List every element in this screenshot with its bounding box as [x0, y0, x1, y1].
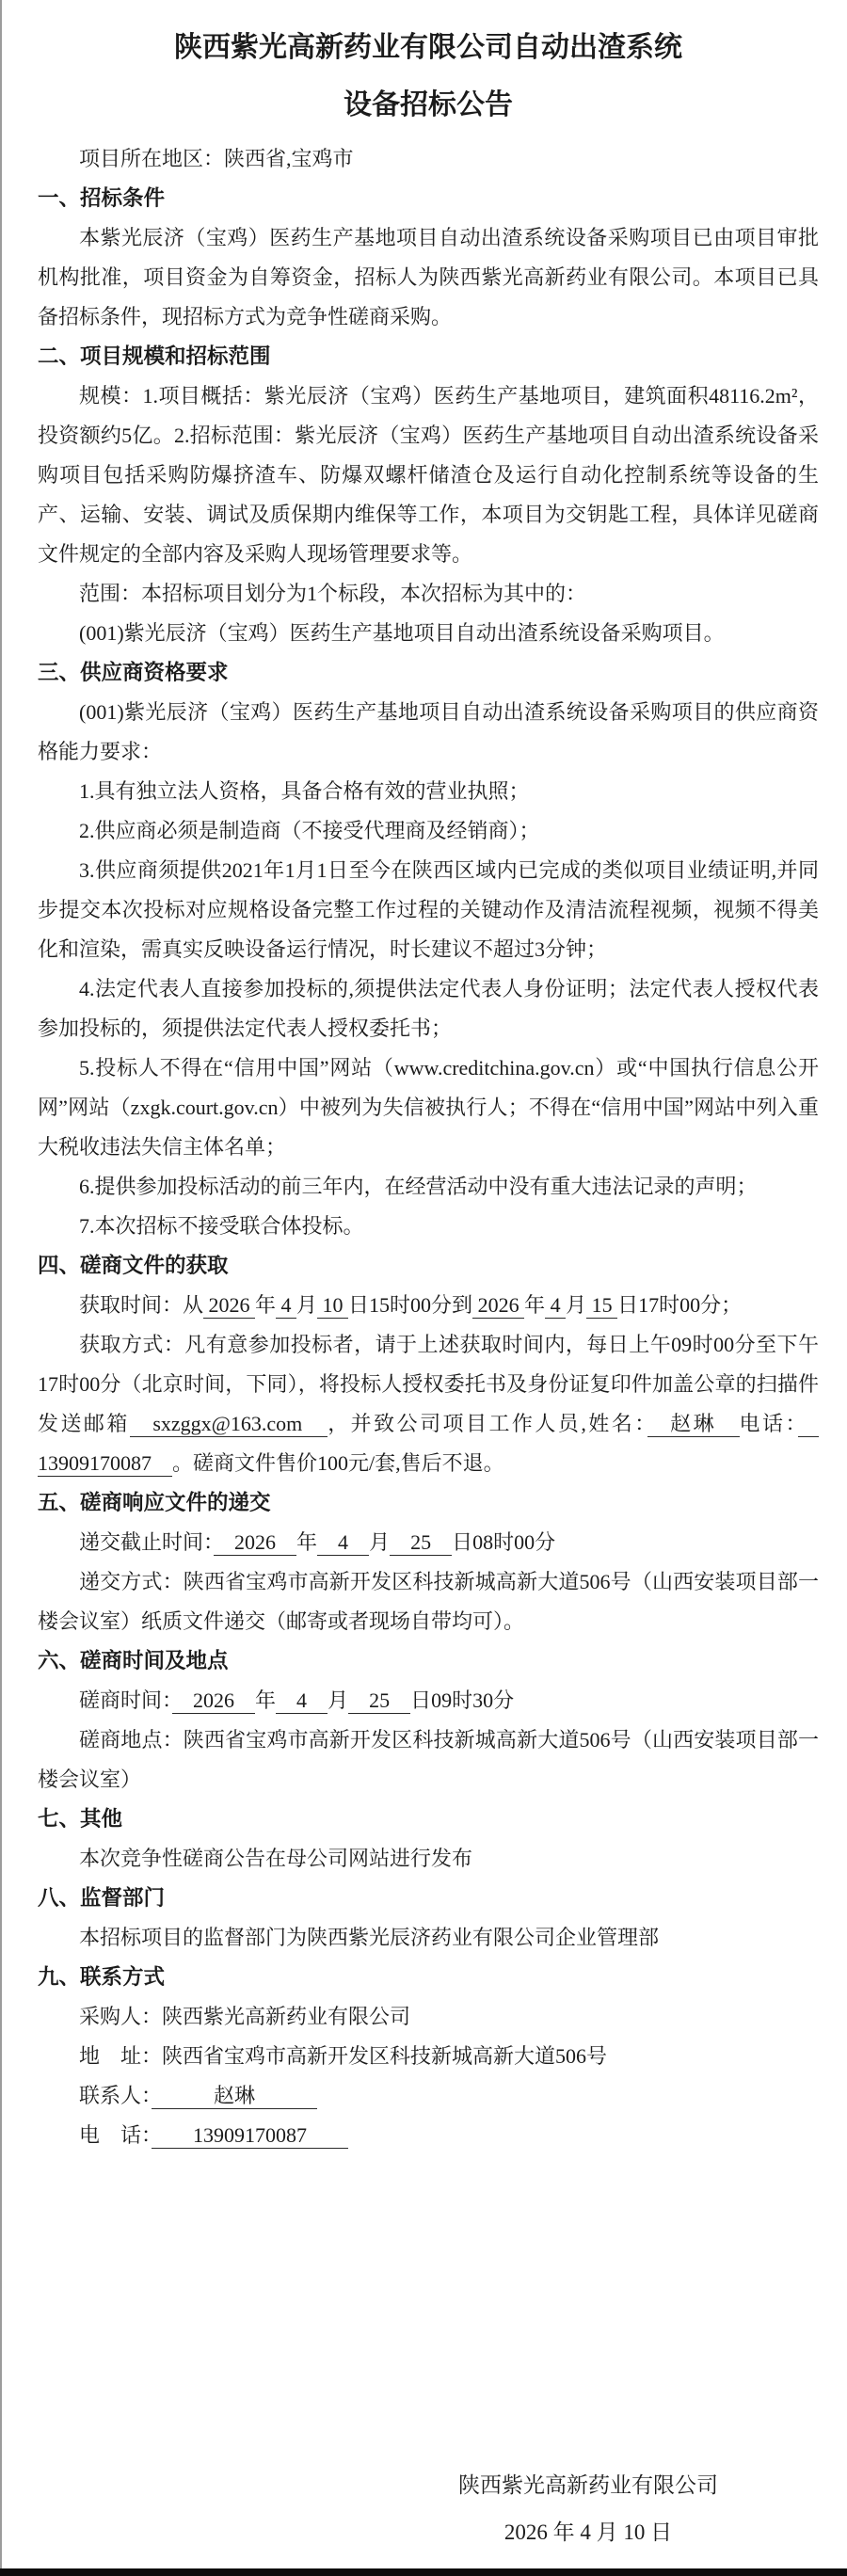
section-1-heading: 一、招标条件	[38, 186, 166, 210]
text-segment: 递交截止时间：	[79, 1530, 215, 1554]
text-segment: ，并致公司项目工作人员,姓名：	[328, 1412, 647, 1435]
supplier-requirement-5: 5.投标人不得在“信用中国”网站（www.creditchina.gov.cn）或“中国执行信息公开网”网站（zxgk.court.gov.cn）中被列为失信被执行人；不得在“信用中国”网站中列入重大税收违法失信主体名单；	[38, 1056, 819, 1159]
supervision-department-line: 本招标项目的监督部门为陕西紫光辰济药业有限公司企业管理部	[79, 1926, 660, 1949]
text-segment: 联系人：	[79, 2084, 152, 2107]
text-segment: 月	[566, 1293, 587, 1317]
supplier-requirement-2: 2.供应商必须是制造商（不接受代理商及经销商）；	[79, 819, 540, 842]
obtain-time-line	[38, 1286, 819, 1325]
signature-company: 陕西紫光高新药业有限公司	[458, 2473, 718, 2497]
underlined-year-value: 2026	[203, 1293, 256, 1317]
text-segment: 年	[255, 1293, 277, 1317]
underlined-day-value: 25	[348, 1688, 411, 1712]
underlined-email-value: sxzggx@163.com	[129, 1412, 328, 1435]
text-segment: 月	[369, 1530, 391, 1554]
supplier-requirement-6: 6.提供参加投标活动的前三年内，在经营活动中没有重大违法记录的声明；	[79, 1175, 758, 1198]
address-line: 地 址：陕西省宝鸡市高新开发区科技新城高新大道506号	[79, 2044, 608, 2068]
underlined-day-value: 15	[586, 1293, 618, 1317]
contact-person-line	[38, 2076, 819, 2116]
text-segment: 月	[296, 1293, 318, 1317]
text-segment: 磋商时间：	[79, 1688, 173, 1712]
section-9-heading: 九、联系方式	[38, 1965, 166, 1989]
section-5-heading: 五、磋商响应文件的递交	[38, 1491, 271, 1514]
text-segment: 日09时30分	[410, 1688, 515, 1712]
supplier-requirement-intro: (001)紫光辰济（宝鸡）医药生产基地项目自动出渣系统设备采购项目的供应商资格能力要求：	[38, 700, 819, 763]
underlined-phone-value: 13909170087	[38, 1412, 819, 1475]
text-segment: 年	[255, 1688, 277, 1712]
range-intro-line: 范围：本招标项目划分为1个标段，本次招标为其中的：	[79, 582, 587, 605]
purchaser-line: 采购人：陕西紫光高新药业有限公司	[79, 2005, 411, 2028]
page-title-line-2: 设备招标公告	[344, 89, 513, 120]
section-4-heading: 四、磋商文件的获取	[38, 1254, 229, 1277]
supplier-requirement-1: 1.具有独立法人资格，具备合格有效的营业执照；	[79, 779, 530, 803]
text-segment: 年	[524, 1293, 546, 1317]
underlined-day-value: 25	[390, 1530, 453, 1554]
text-segment: 日17时00分；	[617, 1293, 743, 1317]
text-segment: 年	[296, 1530, 318, 1554]
section-2-heading: 二、项目规模和招标范围	[38, 344, 271, 368]
underlined-month-value: 4	[545, 1293, 567, 1317]
text-segment: 。磋商文件售价100元/套,售后不退。	[172, 1451, 504, 1475]
scan-bottom-bar-artifact	[0, 2568, 847, 2576]
text-segment: 获取方式：凡有意参加投标者，请于上述获取时间内，每日上午09时00分至下午17时00分（北京时间，下同），将投标人授权委托书及身份证复印件加盖公章的扫描件发送邮箱	[38, 1333, 819, 1435]
supplier-requirement-7: 7.本次招标不接受联合体投标。	[79, 1214, 364, 1238]
section-7-heading: 七、其他	[38, 1807, 123, 1831]
section-8-heading: 八、监督部门	[38, 1886, 166, 1910]
negotiation-time-line	[38, 1681, 819, 1720]
negotiation-place-line: 磋商地点：陕西省宝鸡市高新开发区科技新城高新大道506号（山西安装项目部一楼会议室）	[38, 1728, 819, 1791]
underlined-contact-name-value: 赵琳	[152, 2084, 318, 2107]
text-segment: 获取时间：从	[79, 1293, 204, 1317]
underlined-month-value: 4	[317, 1530, 370, 1554]
text-segment: 电 话：	[79, 2123, 152, 2147]
signature-block	[428, 2462, 748, 2556]
signature-date: 2026 年 4 月 10 日	[503, 2520, 673, 2544]
bid-section-001-line: (001)紫光辰济（宝鸡）医药生产基地项目自动出渣系统设备采购项目。	[79, 621, 725, 645]
underlined-year-value: 2026	[214, 1530, 297, 1554]
page-title-line-1: 陕西紫光高新药业有限公司自动出渣系统	[174, 32, 682, 63]
underlined-year-value: 2026	[472, 1293, 525, 1317]
submission-method-line: 递交方式：陕西省宝鸡市高新开发区科技新城高新大道506号（山西安装项目部一楼会议室）纸质文件递交（邮寄或者现场自带均可）。	[38, 1570, 819, 1633]
obtain-method-line	[38, 1325, 819, 1483]
text-segment: 日08时00分	[452, 1530, 556, 1554]
underlined-month-value: 4	[276, 1293, 297, 1317]
supplier-requirement-3: 3.供应商须提供2021年1月1日至今在陕西区域内已完成的类似项目业绩证明,并同步提交本次投标对应规格设备完整工作过程的关键动作及清洁流程视频，视频不得美化和渲染，需真实反映设备运行情况，时长建议不超过3分钟；	[38, 858, 819, 961]
tender-conditions-paragraph: 本紫光辰济（宝鸡）医药生产基地项目自动出渣系统设备采购项目已由项目审批机构批准，项目资金为自筹资金，招标人为陕西紫光高新药业有限公司。本项目已具备招标条件，现招标方式为竞争性磋商采购。	[38, 226, 819, 328]
underlined-year-value: 2026	[172, 1688, 256, 1712]
underlined-contact-name-value: 赵琳	[647, 1412, 740, 1435]
announcement-publish-line: 本次竞争性磋商公告在母公司网站进行发布	[79, 1847, 473, 1870]
underlined-month-value: 4	[276, 1688, 328, 1712]
scale-and-scope-paragraph: 规模：1.项目概括：紫光辰济（宝鸡）医药生产基地项目，建筑面积48116.2m²，投资额约5亿。2.招标范围：紫光辰济（宝鸡）医药生产基地项目自动出渣系统设备采购项目包括采购防爆挤渣车、防爆双螺杆储渣仓及运行自动化控制系统等设备的生产、运输、安装、调试及质保期内维保等工作，本项目为交钥匙工程，具体详见磋商文件规定的全部内容及采购人现场管理要求等。	[38, 384, 819, 566]
phone-line	[38, 2116, 819, 2155]
underlined-day-value: 10	[317, 1293, 349, 1317]
text-segment: 日15时00分到	[348, 1293, 473, 1317]
underlined-phone-value: 13909170087	[152, 2123, 349, 2147]
section-3-heading: 三、供应商资格要求	[38, 661, 229, 684]
text-segment: 电话：	[739, 1412, 798, 1435]
project-location-line: 项目所在地区：陕西省,宝鸡市	[79, 147, 354, 170]
supplier-requirement-4: 4.法定代表人直接参加投标的,须提供法定代表人身份证明；法定代表人授权代表参加投标的，须提供法定代表人授权委托书；	[38, 977, 819, 1040]
submission-deadline-line	[38, 1523, 819, 1562]
text-segment: 月	[328, 1688, 349, 1712]
scan-left-edge-artifact	[0, 0, 2, 2576]
section-6-heading: 六、磋商时间及地点	[38, 1649, 229, 1672]
